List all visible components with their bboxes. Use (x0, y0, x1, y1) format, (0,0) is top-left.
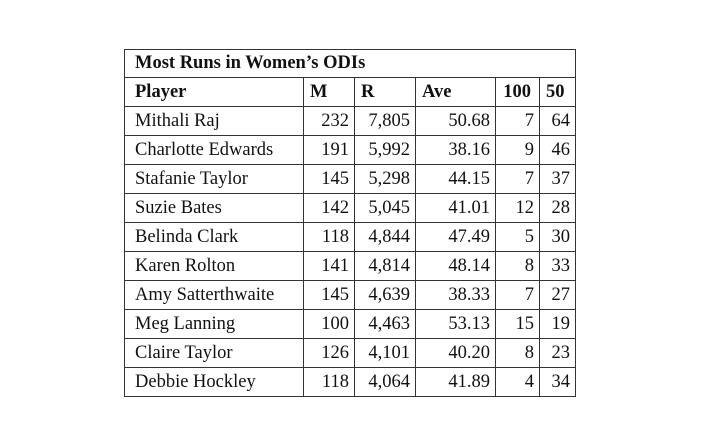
hundreds-cell: 9 (496, 136, 540, 165)
table-row (125, 223, 576, 252)
average-cell: 48.14 (416, 252, 496, 281)
fifties-cell: 28 (540, 194, 576, 223)
average-cell: 41.89 (416, 368, 496, 397)
hundreds-cell: 7 (496, 281, 540, 310)
runs-cell: 5,298 (355, 165, 416, 194)
hundreds-cell: 7 (496, 165, 540, 194)
table-row (125, 165, 576, 194)
table-row (125, 107, 576, 136)
fifties-cell: 64 (540, 107, 576, 136)
player-cell: Stafanie Taylor (125, 165, 304, 194)
hundreds-cell: 7 (496, 107, 540, 136)
player-cell: Meg Lanning (125, 310, 304, 339)
runs-cell: 4,639 (355, 281, 416, 310)
average-cell: 53.13 (416, 310, 496, 339)
player-cell: Suzie Bates (125, 194, 304, 223)
table-row (125, 252, 576, 281)
runs-cell: 4,064 (355, 368, 416, 397)
player-cell: Charlotte Edwards (125, 136, 304, 165)
matches-cell: 232 (304, 107, 355, 136)
table-row (125, 194, 576, 223)
matches-cell: 141 (304, 252, 355, 281)
player-cell: Mithali Raj (125, 107, 304, 136)
hundreds-cell: 15 (496, 310, 540, 339)
matches-cell: 100 (304, 310, 355, 339)
average-cell: 47.49 (416, 223, 496, 252)
header-average: Ave (416, 78, 496, 107)
matches-cell: 126 (304, 339, 355, 368)
runs-cell: 4,844 (355, 223, 416, 252)
runs-cell: 4,101 (355, 339, 416, 368)
average-cell: 50.68 (416, 107, 496, 136)
average-cell: 38.16 (416, 136, 496, 165)
table-row (125, 339, 576, 368)
runs-cell: 7,805 (355, 107, 416, 136)
player-cell: Claire Taylor (125, 339, 304, 368)
table-row (125, 368, 576, 397)
hundreds-cell: 12 (496, 194, 540, 223)
matches-cell: 142 (304, 194, 355, 223)
fifties-cell: 27 (540, 281, 576, 310)
fifties-cell: 30 (540, 223, 576, 252)
hundreds-cell: 8 (496, 252, 540, 281)
fifties-cell: 34 (540, 368, 576, 397)
fifties-cell: 19 (540, 310, 576, 339)
table-row (125, 136, 576, 165)
fifties-cell: 23 (540, 339, 576, 368)
title-row (125, 50, 576, 78)
header-row (125, 78, 576, 107)
fifties-cell: 37 (540, 165, 576, 194)
player-cell: Debbie Hockley (125, 368, 304, 397)
player-cell: Amy Satterthwaite (125, 281, 304, 310)
average-cell: 44.15 (416, 165, 496, 194)
hundreds-cell: 5 (496, 223, 540, 252)
table-row (125, 310, 576, 339)
header-fifties: 50 (540, 78, 576, 107)
fifties-cell: 46 (540, 136, 576, 165)
header-player: Player (125, 78, 304, 107)
hundreds-cell: 8 (496, 339, 540, 368)
player-cell: Belinda Clark (125, 223, 304, 252)
runs-cell: 4,814 (355, 252, 416, 281)
matches-cell: 145 (304, 281, 355, 310)
matches-cell: 118 (304, 223, 355, 252)
runs-cell: 5,992 (355, 136, 416, 165)
header-matches: M (304, 78, 355, 107)
table-row (125, 281, 576, 310)
average-cell: 40.20 (416, 339, 496, 368)
fifties-cell: 33 (540, 252, 576, 281)
average-cell: 38.33 (416, 281, 496, 310)
matches-cell: 118 (304, 368, 355, 397)
player-cell: Karen Rolton (125, 252, 304, 281)
matches-cell: 191 (304, 136, 355, 165)
header-runs: R (355, 78, 416, 107)
header-hundreds: 100 (496, 78, 540, 107)
most-runs-table (124, 49, 576, 397)
matches-cell: 145 (304, 165, 355, 194)
table-title: Most Runs in Women’s ODIs (125, 50, 576, 78)
runs-cell: 4,463 (355, 310, 416, 339)
average-cell: 41.01 (416, 194, 496, 223)
runs-cell: 5,045 (355, 194, 416, 223)
hundreds-cell: 4 (496, 368, 540, 397)
